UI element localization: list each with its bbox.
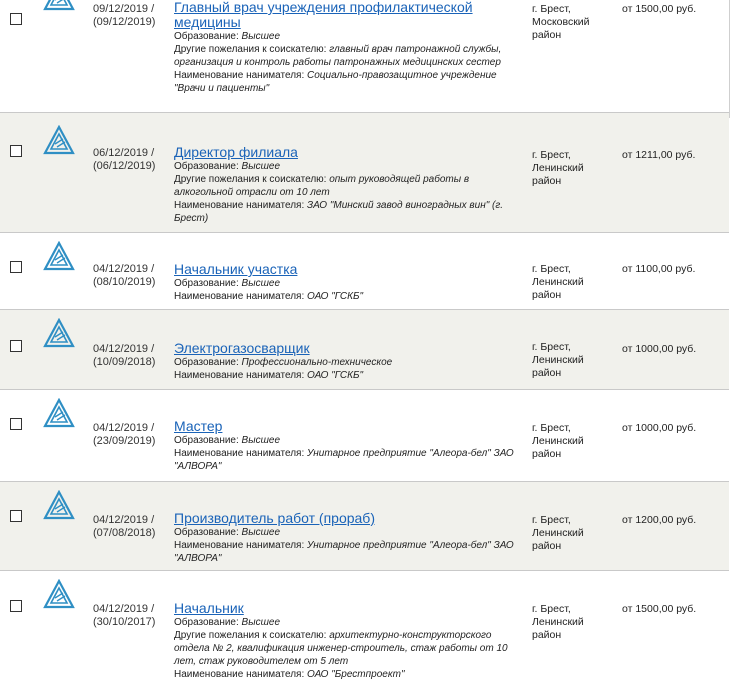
vacancy-row [0,0,729,113]
employer-label: Наименование нанимателя: [174,540,305,551]
education-value: Высшее [241,278,280,289]
wishes-value: опыт руководящей работы в алкогольной отрасли от 10 лет [174,174,470,198]
publish-date: 04/12/2019 / [93,343,155,355]
salary: от 1500,00 руб. [622,603,697,615]
employer-value: ОАО "Брестпроект" [307,669,405,680]
vacancy-title-link[interactable]: Начальник участка [174,261,298,277]
wishes-label: Другие пожелания к соискателю: [174,174,327,185]
employment-service-logo-icon [43,398,75,430]
employer-label: Наименование нанимателя: [174,291,305,302]
original-date: (23/09/2019) [93,435,156,447]
vacancy-row [0,113,729,233]
employment-service-logo-icon [43,125,75,157]
vacancy-row [0,571,729,681]
location: г. Брест, Ленинский район [532,263,584,301]
salary: от 1500,00 руб. [622,3,697,15]
publish-date: 04/12/2019 / [93,603,155,615]
select-checkbox[interactable] [10,418,22,430]
location: г. Брест, Московский район [532,3,590,41]
employer-value: ОАО "ГСКБ" [307,291,364,302]
education-label: Образование: [174,278,239,289]
education-value: Высшее [241,617,280,628]
employer-label: Наименование нанимателя: [174,200,305,211]
select-checkbox[interactable] [10,13,22,25]
education-label: Образование: [174,435,239,446]
employment-service-logo-icon [43,241,75,273]
original-date: (07/08/2018) [93,527,156,539]
original-date: (09/12/2019) [93,16,156,28]
vacancy-title-link[interactable]: Главный врач учреждения профилактической медицины [174,0,473,30]
employment-service-logo-icon [43,318,75,350]
education-value: Высшее [241,527,280,538]
employer-label: Наименование нанимателя: [174,448,305,459]
education-label: Образование: [174,357,239,368]
original-date: (08/10/2019) [93,276,156,288]
education-label: Образование: [174,31,239,42]
location: г. Брест, Ленинский район [532,514,584,552]
employer-value: Унитарное предприятие "Алеора-бел" ЗАО "АЛВОРА" [174,540,514,564]
wishes-value: архитектурно-конструкторского отдела № 2, квалификация инженер-строитель, стаж работы от 10 лет, стаж руководителем от 5 лет [174,630,508,667]
vacancy-title-link[interactable]: Мастер [174,418,223,434]
publish-date: 06/12/2019 / [93,147,155,159]
employer-value: ОАО "ГСКБ" [307,370,364,381]
select-checkbox[interactable] [10,340,22,352]
original-date: (30/10/2017) [93,616,156,628]
vacancy-title-link[interactable]: Производитель работ (прораб) [174,510,375,526]
vacancy-row [0,390,729,482]
vacancy-row [0,233,729,310]
select-checkbox[interactable] [10,261,22,273]
employer-value: ЗАО "Минский завод виноградных вин" (г. Брест) [174,200,504,224]
salary: от 1000,00 руб. [622,422,697,434]
vacancy-row [0,310,729,390]
vacancy-title-link[interactable]: Начальник [174,600,244,616]
location: г. Брест, Ленинский район [532,603,584,641]
employer-value: Социально-правозащитное учреждение "Врачи и пациенты" [174,70,497,94]
publish-date: 04/12/2019 / [93,422,155,434]
salary: от 1100,00 руб. [622,263,696,275]
location: г. Брест, Ленинский район [532,422,584,460]
salary: от 1000,00 руб. [622,343,697,355]
location: г. Брест, Ленинский район [532,149,584,187]
education-value: Высшее [241,161,280,172]
education-value: Профессионально-техническое [241,357,393,368]
publish-date: 09/12/2019 / [93,3,155,15]
vacancy-row [0,482,729,571]
education-label: Образование: [174,617,239,628]
salary: от 1211,00 руб. [622,149,696,161]
education-value: Высшее [241,435,280,446]
original-date: (10/09/2018) [93,356,156,368]
employer-label: Наименование нанимателя: [174,669,305,680]
employment-service-logo-icon [43,579,75,611]
select-checkbox[interactable] [10,145,22,157]
salary: от 1200,00 руб. [622,514,697,526]
education-value: Высшее [241,31,280,42]
education-label: Образование: [174,527,239,538]
employment-service-logo-icon [43,490,75,522]
employer-value: Унитарное предприятие "Алеора-бел" ЗАО "АЛВОРА" [174,448,514,472]
vacancy-title-link[interactable]: Директор филиала [174,144,298,160]
education-label: Образование: [174,161,239,172]
employment-service-logo-icon [43,0,75,13]
publish-date: 04/12/2019 / [93,263,155,275]
location: г. Брест, Ленинский район [532,341,584,379]
original-date: (06/12/2019) [93,160,156,172]
employer-label: Наименование нанимателя: [174,70,305,81]
wishes-label: Другие пожелания к соискателю: [174,630,327,641]
employer-label: Наименование нанимателя: [174,370,305,381]
publish-date: 04/12/2019 / [93,514,155,526]
vacancy-title-link[interactable]: Электрогазосварщик [174,340,310,356]
select-checkbox[interactable] [10,600,22,612]
wishes-label: Другие пожелания к соискателю: [174,44,327,55]
select-checkbox[interactable] [10,510,22,522]
wishes-value: главный врач патронажной службы, организация и контроль работы патронажных медицинских сестер [174,44,502,68]
